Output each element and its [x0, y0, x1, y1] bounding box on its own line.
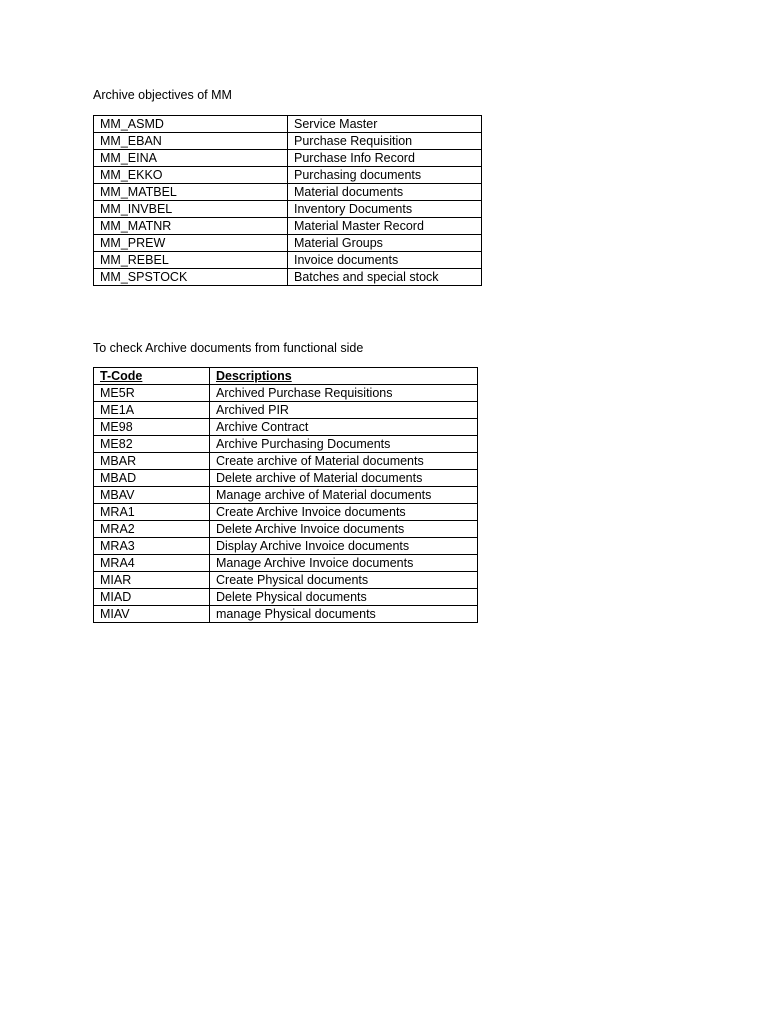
- tcode-cell: ME98: [94, 419, 210, 436]
- table-row: [94, 385, 478, 402]
- table-row: [94, 589, 478, 606]
- table-row: [94, 116, 482, 133]
- archive-objectives-table: [93, 115, 482, 286]
- table-row: [94, 470, 478, 487]
- archive-object-code: MM_PREW: [94, 235, 288, 252]
- table-row: [94, 436, 478, 453]
- tcode-cell: MIAR: [94, 572, 210, 589]
- archive-object-code: MM_EBAN: [94, 133, 288, 150]
- tcode-cell: MIAV: [94, 606, 210, 623]
- table-row: [94, 218, 482, 235]
- archive-object-description: Purchase Info Record: [288, 150, 482, 167]
- table-row: [94, 252, 482, 269]
- functional-check-heading: To check Archive documents from functional side: [93, 341, 364, 355]
- table-row: [94, 555, 478, 572]
- archive-object-description: Material documents: [288, 184, 482, 201]
- table-row: [94, 572, 478, 589]
- tcode-table: [93, 367, 478, 623]
- archive-object-description: Material Master Record: [288, 218, 482, 235]
- table-row: [94, 269, 482, 286]
- archive-object-description: Batches and special stock: [288, 269, 482, 286]
- archive-object-code: MM_MATBEL: [94, 184, 288, 201]
- table-row: [94, 453, 478, 470]
- archive-object-code: MM_REBEL: [94, 252, 288, 269]
- table-row: [94, 487, 478, 504]
- tcode-description: Delete Physical documents: [210, 589, 478, 606]
- tcode-description: Create archive of Material documents: [210, 453, 478, 470]
- tcode-cell: MRA4: [94, 555, 210, 572]
- tcode-cell: ME1A: [94, 402, 210, 419]
- tcode-description: Archived PIR: [210, 402, 478, 419]
- table-header-row: [94, 368, 478, 385]
- tcode-cell: MRA1: [94, 504, 210, 521]
- archive-object-code: MM_SPSTOCK: [94, 269, 288, 286]
- tcode-cell: MBAR: [94, 453, 210, 470]
- archive-object-description: Purchase Requisition: [288, 133, 482, 150]
- tcode-description: Manage archive of Material documents: [210, 487, 478, 504]
- table-row: [94, 150, 482, 167]
- archive-objectives-heading: Archive objectives of MM: [93, 88, 232, 102]
- tcode-description: manage Physical documents: [210, 606, 478, 623]
- tcode-column-header: T-Code: [94, 368, 210, 385]
- table-row: [94, 133, 482, 150]
- table-row: [94, 606, 478, 623]
- archive-object-description: Material Groups: [288, 235, 482, 252]
- tcode-description: Create Archive Invoice documents: [210, 504, 478, 521]
- archive-object-description: Purchasing documents: [288, 167, 482, 184]
- table-row: [94, 184, 482, 201]
- archive-object-description: Inventory Documents: [288, 201, 482, 218]
- table-row: [94, 538, 478, 555]
- archive-object-code: MM_INVBEL: [94, 201, 288, 218]
- tcode-description: Display Archive Invoice documents: [210, 538, 478, 555]
- tcode-description: Archive Purchasing Documents: [210, 436, 478, 453]
- tcode-description: Archive Contract: [210, 419, 478, 436]
- table-row: [94, 402, 478, 419]
- tcode-cell: MBAD: [94, 470, 210, 487]
- tcode-cell: MBAV: [94, 487, 210, 504]
- tcode-cell: MRA2: [94, 521, 210, 538]
- table-row: [94, 167, 482, 184]
- tcode-cell: MIAD: [94, 589, 210, 606]
- archive-object-code: MM_EINA: [94, 150, 288, 167]
- table-row: [94, 419, 478, 436]
- archive-object-code: MM_EKKO: [94, 167, 288, 184]
- table-row: [94, 504, 478, 521]
- archive-object-description: Service Master: [288, 116, 482, 133]
- tcode-cell: ME82: [94, 436, 210, 453]
- table-row: [94, 201, 482, 218]
- tcode-cell: MRA3: [94, 538, 210, 555]
- tcode-cell: ME5R: [94, 385, 210, 402]
- archive-object-description: Invoice documents: [288, 252, 482, 269]
- archive-object-code: MM_ASMD: [94, 116, 288, 133]
- tcode-description: Delete Archive Invoice documents: [210, 521, 478, 538]
- tcode-description: Manage Archive Invoice documents: [210, 555, 478, 572]
- archive-object-code: MM_MATNR: [94, 218, 288, 235]
- tcode-description: Delete archive of Material documents: [210, 470, 478, 487]
- tcode-description: Create Physical documents: [210, 572, 478, 589]
- tcode-description: Archived Purchase Requisitions: [210, 385, 478, 402]
- table-row: [94, 521, 478, 538]
- table-row: [94, 235, 482, 252]
- descriptions-column-header: Descriptions: [210, 368, 478, 385]
